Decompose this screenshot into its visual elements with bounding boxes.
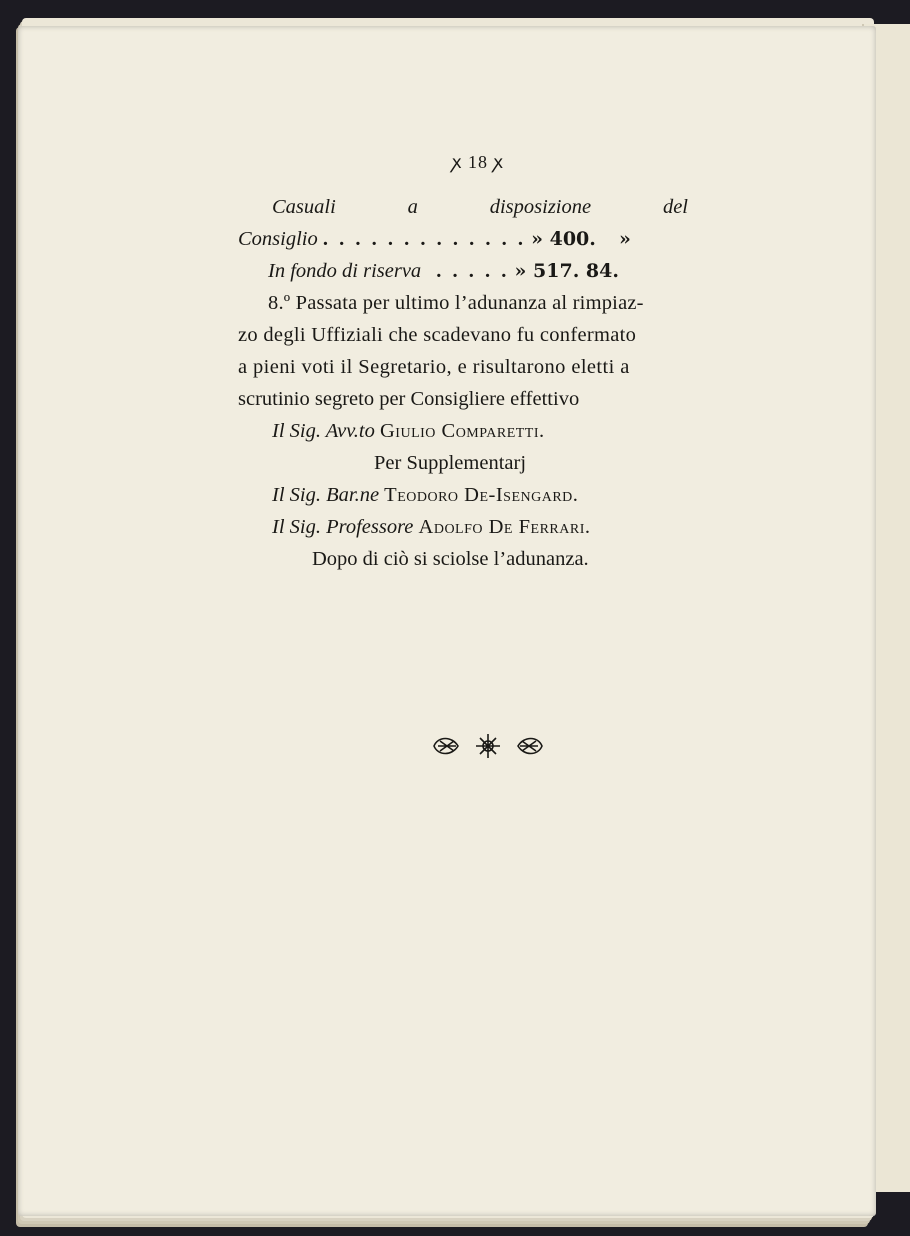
page-header [238, 150, 718, 174]
consiglio-label: Consiglio [238, 228, 318, 250]
paragraph-line-2: zo degli Uffiziali che scadevano fu confermato [238, 324, 637, 346]
line-closing: Dopo di ciò si sciolse l’adunanza. [312, 548, 589, 570]
page-number: 18 [468, 152, 488, 172]
header-ornament-left-icon: ꭗ [451, 152, 463, 172]
fondo-dots: . . . . . [436, 260, 510, 282]
fondo-amount: » 517. 84. [514, 260, 619, 282]
line-casuali: Casuali a disposizione del [272, 196, 688, 218]
header-ornament-right-icon: ꭗ [493, 152, 505, 172]
sig2-name: Teodoro De-Isengard. [384, 484, 579, 506]
sig3-title: Il Sig. Professore [272, 516, 414, 538]
paragraph-line-4: scrutinio segreto per Consigliere effettivo [238, 388, 580, 410]
fondo-label: In fondo di riserva [268, 260, 422, 282]
paragraph-line-1: 8.º Passata per ultimo l’adunanza al rimpiaz- [268, 292, 644, 314]
consiglio-quote: » [619, 228, 631, 250]
line-consiglio [238, 228, 718, 251]
sig1-title: Il Sig. Avv.to [272, 420, 375, 442]
sig1-name: Giulio Comparetti. [380, 420, 545, 442]
consiglio-dots: . . . . . . . . . . . . . [322, 228, 526, 250]
line-sig1 [272, 420, 752, 443]
line-sig3 [272, 516, 752, 539]
sig3-name: Adolfo De Ferrari. [418, 516, 591, 538]
line-supplementarj: Per Supplementarj [374, 452, 527, 474]
sig2-title: Il Sig. Bar.ne [272, 484, 380, 506]
line-fondo [268, 260, 748, 283]
paragraph-line-3: a pieni voti il Segretario, e risultarono eletti a [238, 356, 630, 378]
line-sig2 [272, 484, 752, 507]
tailpiece-ornament-icon [430, 732, 546, 760]
consiglio-amount: » 400. [531, 228, 596, 250]
